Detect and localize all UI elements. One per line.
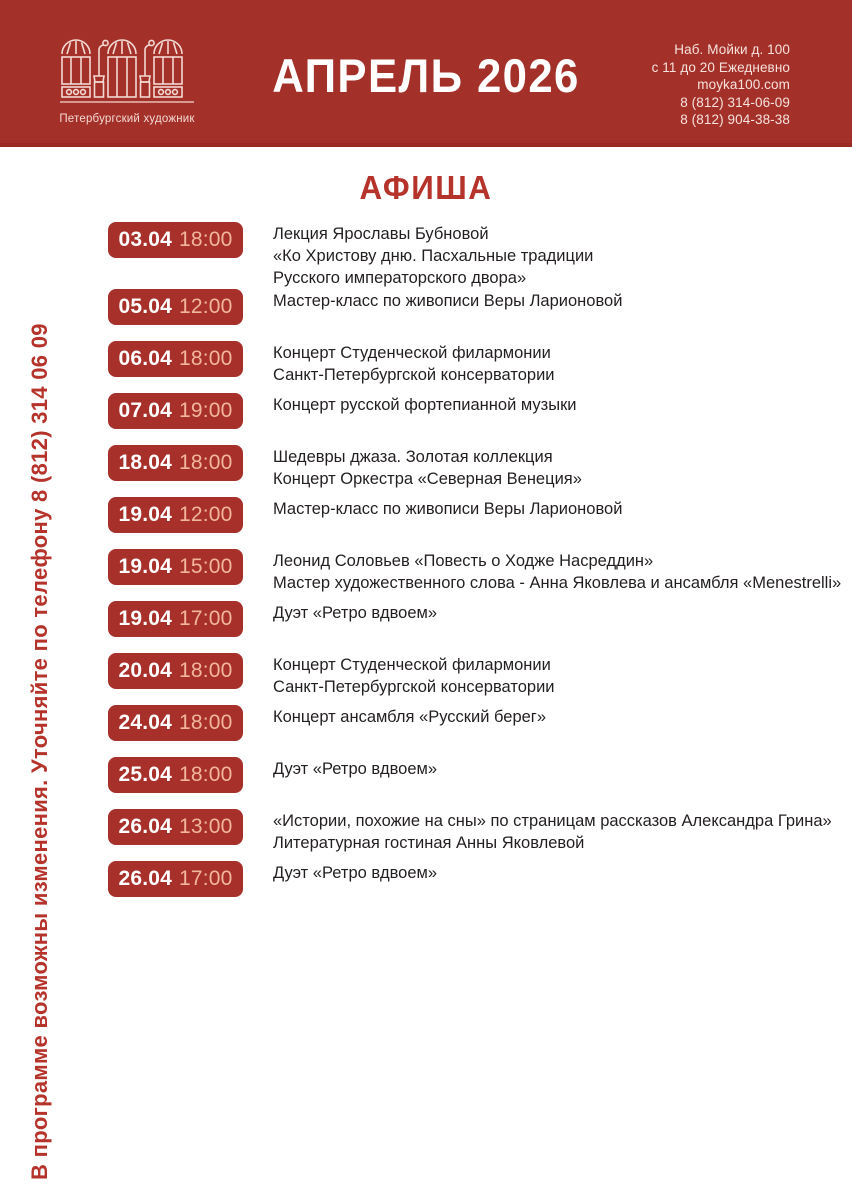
event-datetime-badge — [108, 601, 243, 637]
event-datetime-badge — [108, 757, 243, 793]
event-description — [273, 222, 593, 289]
event-time: 18:00 — [179, 711, 233, 734]
event-description-line: «Ко Христову дню. Пасхальные традиции — [273, 247, 594, 265]
event-description — [273, 601, 437, 624]
event-date: 19.04 — [118, 503, 172, 526]
event-date: 19.04 — [118, 607, 172, 630]
event-description — [273, 757, 437, 780]
event-datetime-badge — [108, 445, 243, 481]
event-time: 15:00 — [179, 555, 233, 578]
event-description — [273, 705, 546, 728]
event-description-line: Мастер художественного слова - Анна Яковлева и ансамбля «Menestrelli» — [273, 574, 842, 592]
event-description-line: Концерт Студенческой филармонии — [273, 656, 551, 674]
event-time: 18:00 — [179, 347, 233, 370]
event-row[interactable] — [108, 222, 852, 289]
contact-phone-1[interactable]: 8 (812) 314-06-09 — [680, 94, 790, 110]
event-row[interactable] — [108, 497, 852, 549]
event-description — [273, 289, 622, 312]
event-description-line: Шедевры джаза. Золотая коллекция — [273, 448, 553, 466]
event-row[interactable] — [108, 393, 852, 445]
event-date: 24.04 — [118, 711, 172, 734]
event-row[interactable] — [108, 705, 852, 757]
event-description-line: Санкт-Петербургской консерватории — [273, 678, 555, 696]
event-description-line: Русского императорского двора» — [273, 269, 527, 287]
event-time: 12:00 — [179, 503, 233, 526]
event-description — [273, 445, 582, 490]
event-row[interactable] — [108, 341, 852, 393]
contact-info — [652, 41, 790, 129]
event-description-line: Концерт русской фортепианной музыки — [273, 396, 577, 414]
event-row[interactable] — [108, 653, 852, 705]
event-date: 20.04 — [118, 659, 172, 682]
contact-website[interactable]: moyka100.com — [697, 77, 790, 92]
event-description — [273, 549, 841, 594]
event-time: 13:00 — [179, 815, 233, 838]
event-description — [273, 653, 555, 698]
contact-phone-2[interactable]: 8 (812) 904-38-38 — [680, 112, 790, 127]
event-date: 26.04 — [118, 867, 172, 890]
page-title: АФИША — [359, 169, 493, 206]
event-description-line: Мастер-класс по живописи Веры Ларионовой — [273, 292, 623, 310]
event-description-line: Концерт Студенческой филармонии — [273, 344, 551, 362]
event-time: 19:00 — [179, 399, 233, 422]
event-description — [273, 809, 832, 854]
event-description — [273, 861, 437, 884]
event-date: 03.04 — [118, 228, 172, 251]
event-time: 17:00 — [179, 607, 233, 630]
event-description — [273, 393, 577, 416]
event-description-line: Концерт ансамбля «Русский берег» — [273, 708, 546, 726]
event-schedule-list — [108, 222, 852, 913]
event-date: 07.04 — [118, 399, 172, 422]
event-date: 05.04 — [118, 295, 172, 318]
event-description-line: «Истории, похожие на сны» по страницам рассказов Александра Грина» — [273, 812, 832, 830]
event-time: 17:00 — [179, 867, 233, 890]
event-datetime-badge — [108, 222, 243, 258]
event-description-line: Дуэт «Ретро вдвоем» — [273, 864, 438, 882]
event-time: 18:00 — [179, 451, 233, 474]
event-date: 18.04 — [118, 451, 172, 474]
event-description-line: Леонид Соловьев «Повесть о Ходже Насреддин» — [273, 552, 654, 570]
event-date: 25.04 — [118, 763, 172, 786]
event-description — [273, 341, 555, 386]
event-row[interactable] — [108, 601, 852, 653]
event-description-line: Санкт-Петербургской консерватории — [273, 366, 555, 384]
event-description — [273, 497, 622, 520]
event-datetime-badge — [108, 393, 243, 429]
event-time: 18:00 — [179, 763, 233, 786]
event-datetime-badge — [108, 705, 243, 741]
event-date: 06.04 — [118, 347, 172, 370]
event-row[interactable] — [108, 445, 852, 497]
event-row[interactable] — [108, 757, 852, 809]
event-time: 18:00 — [179, 659, 233, 682]
event-datetime-badge — [108, 549, 243, 585]
event-datetime-badge — [108, 653, 243, 689]
event-datetime-badge — [108, 341, 243, 377]
contact-hours: с 11 до 20 Ежедневно — [651, 59, 790, 75]
event-row[interactable] — [108, 809, 852, 861]
event-datetime-badge — [108, 809, 243, 845]
event-description-line: Дуэт «Ретро вдвоем» — [273, 760, 438, 778]
contact-address: Наб. Мойки д. 100 — [674, 42, 790, 57]
event-datetime-badge — [108, 497, 243, 533]
event-datetime-badge — [108, 861, 243, 897]
event-time: 18:00 — [179, 228, 233, 251]
event-time: 12:00 — [179, 295, 233, 318]
event-description-line: Мастер-класс по живописи Веры Ларионовой — [273, 500, 623, 518]
event-row[interactable] — [108, 861, 852, 913]
event-description-line: Литературная гостиная Анны Яковлевой — [273, 834, 585, 852]
schedule-change-notice: В программе возможны изменения. Уточняйте по телефону 8 (812) 314 06 09 — [27, 323, 52, 1180]
event-description-line: Лекция Ярославы Бубновой — [273, 225, 489, 243]
event-date: 26.04 — [118, 815, 172, 838]
event-row[interactable] — [108, 549, 852, 601]
page-header — [0, 0, 852, 147]
brand-name: Петербургский художник — [59, 113, 195, 125]
month-title: АПРЕЛЬ 2026 — [272, 49, 580, 102]
event-row[interactable] — [108, 289, 852, 341]
event-datetime-badge — [108, 289, 243, 325]
event-description-line: Концерт Оркестра «Северная Венеция» — [273, 470, 582, 488]
event-description-line: Дуэт «Ретро вдвоем» — [273, 604, 438, 622]
event-date: 19.04 — [118, 555, 172, 578]
